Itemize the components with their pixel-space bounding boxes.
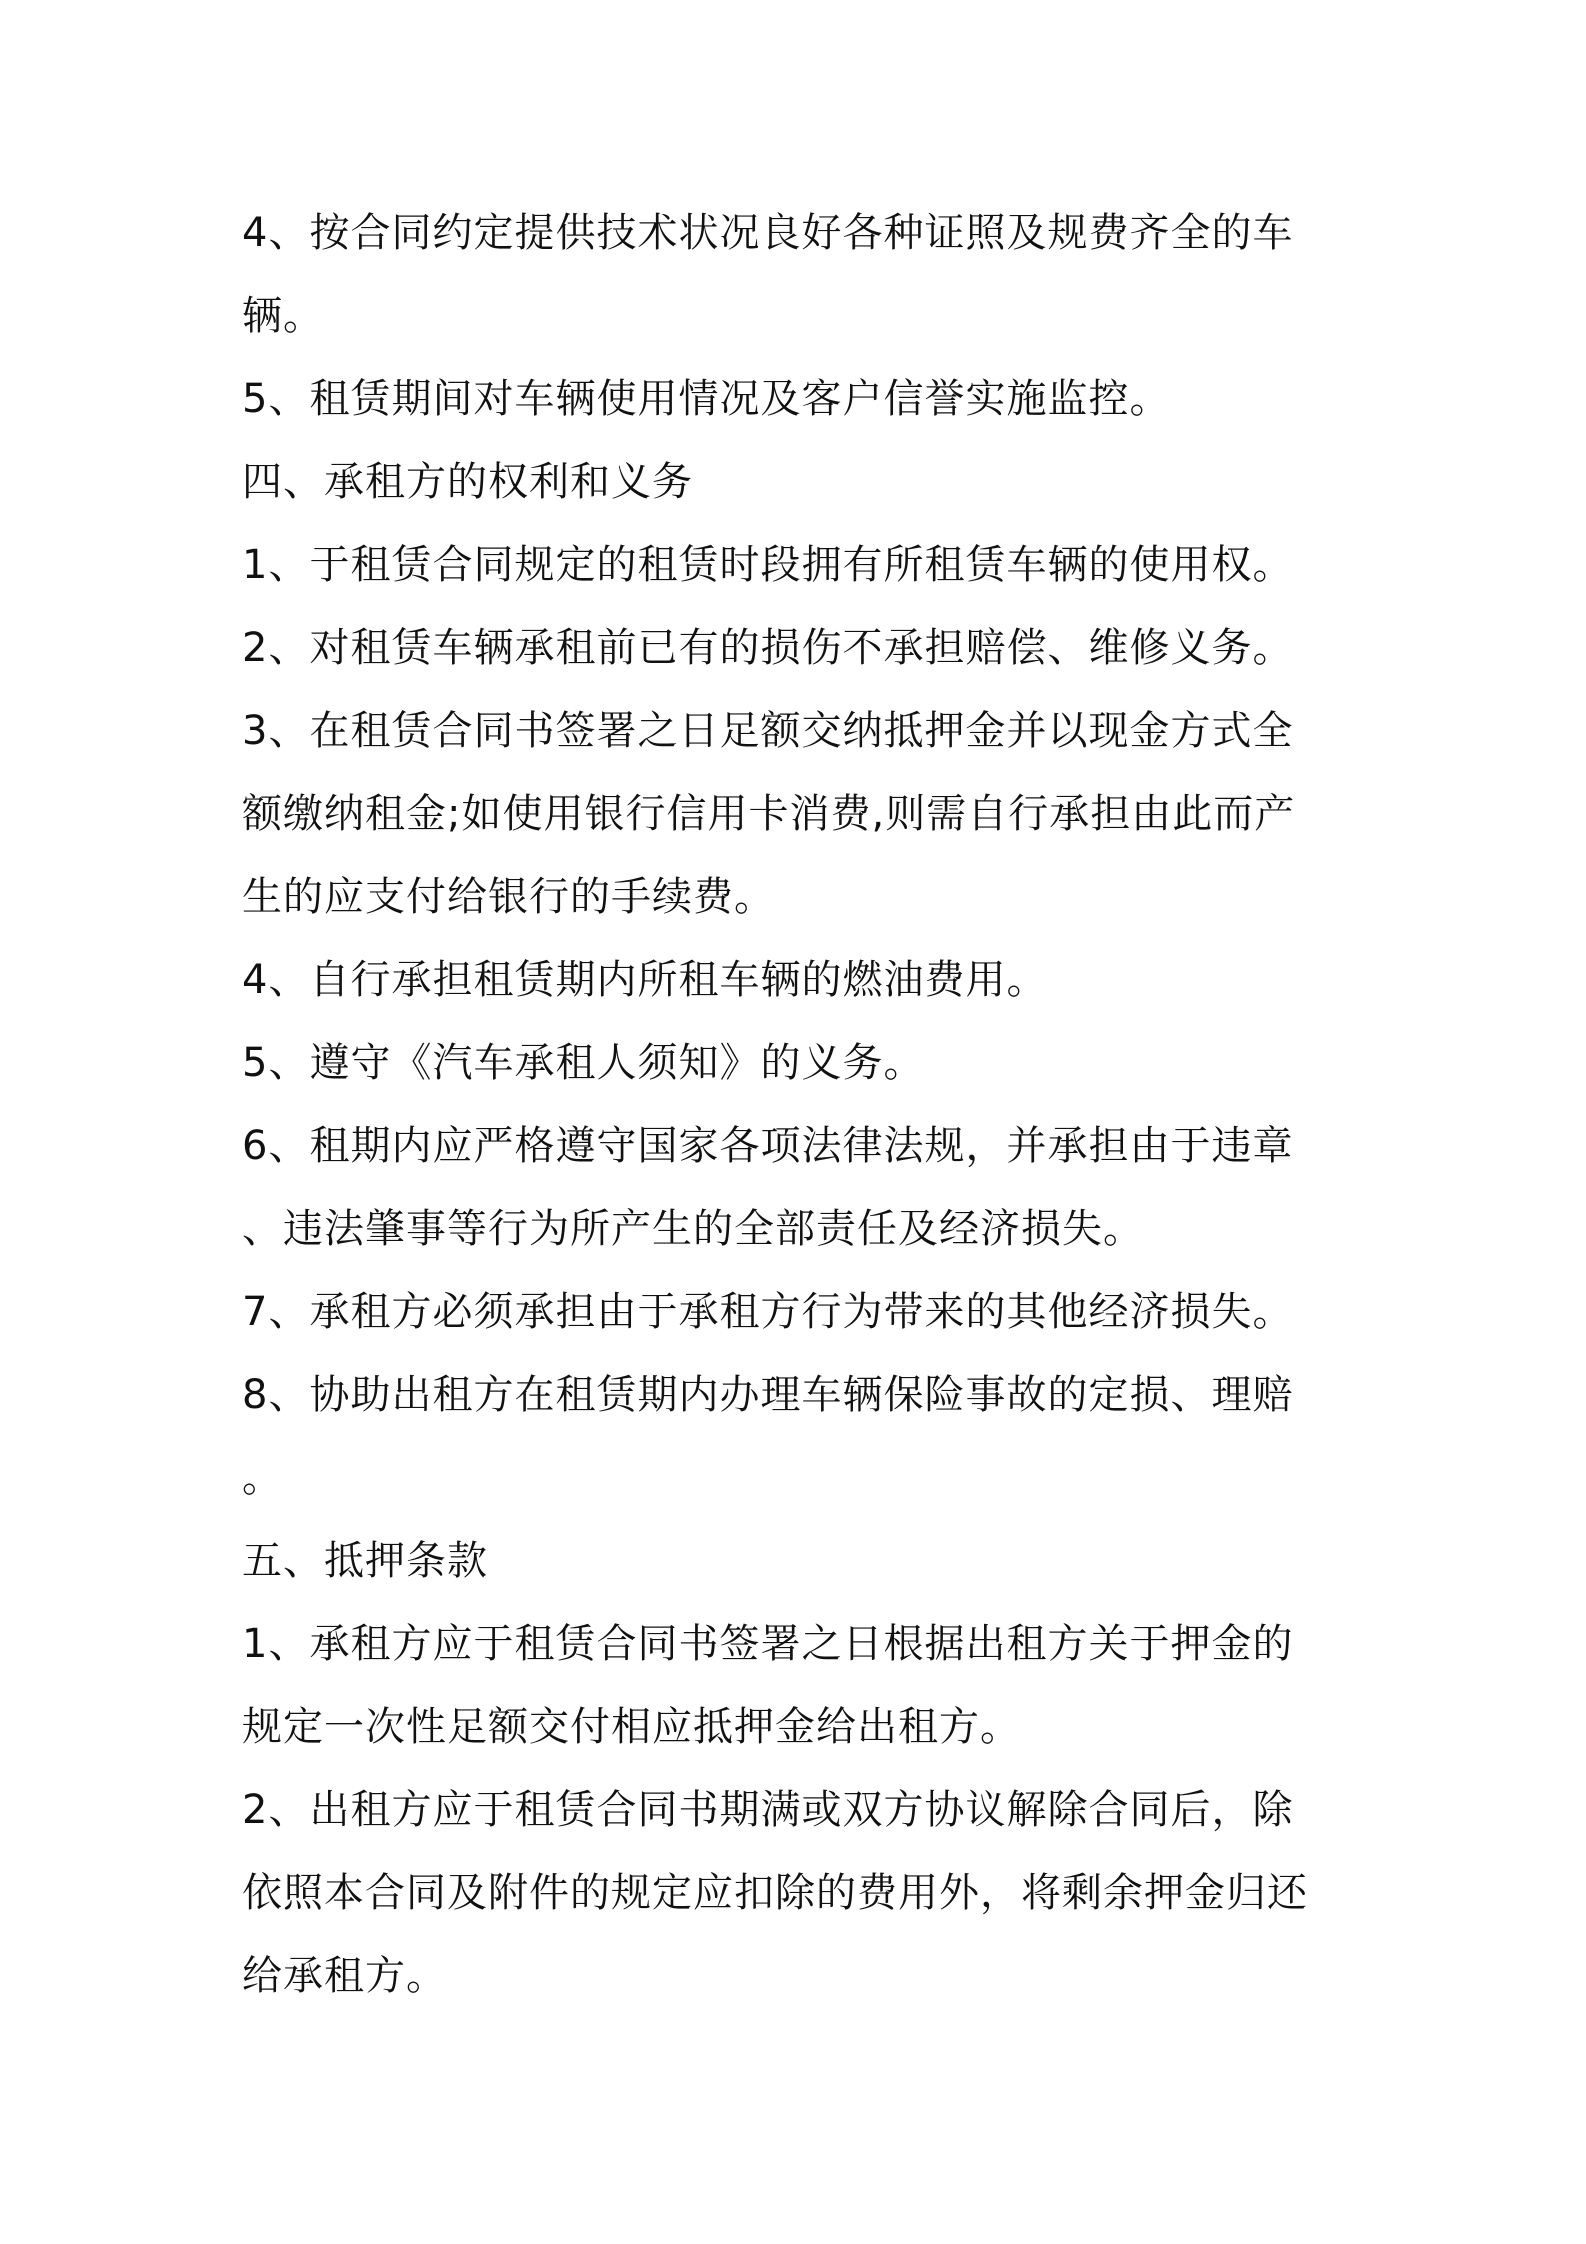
text-line: 2、对租赁车辆承租前已有的损伤不承担赔偿、维修义务。	[242, 625, 1294, 671]
text-line: 生的应支付给银行的手续费。	[242, 874, 775, 920]
text-line: 依照本合同及附件的规定应扣除的费用外，将剩余押金归还	[242, 1870, 1308, 1916]
section-heading: 四、承租方的权利和义务	[242, 459, 693, 505]
text-line: 4、自行承担租赁期内所租车辆的燃油费用。	[242, 957, 1048, 1003]
text-line: 3、在租赁合同书签署之日足额交纳抵押金并以现金方式全	[242, 708, 1294, 754]
text-line: 5、遵守《汽车承租人须知》的义务。	[242, 1040, 925, 1086]
text-line: 、违法肇事等行为所产生的全部责任及经济损失。	[242, 1206, 1144, 1252]
text-line: 辆。	[242, 293, 324, 339]
text-line: 7、承租方必须承担由于承租方行为带来的其他经济损失。	[242, 1289, 1294, 1335]
text-line: 规定一次性足额交付相应抵押金给出租方。	[242, 1704, 1021, 1750]
text-line: 5、租赁期间对车辆使用情况及客户信誉实施监控。	[242, 376, 1171, 422]
text-line: 1、于租赁合同规定的租赁时段拥有所租赁车辆的使用权。	[242, 542, 1294, 588]
document-body	[242, 192, 1357, 2018]
text-line: 给承租方。	[242, 1953, 447, 1999]
text-line: 4、按合同约定提供技术状况良好各种证照及规费齐全的车	[242, 210, 1294, 256]
text-line: 。	[242, 1455, 283, 1501]
text-line: 6、租期内应严格遵守国家各项法律法规，并承担由于违章	[242, 1123, 1294, 1169]
text-line: 8、协助出租方在租赁期内办理车辆保险事故的定损、理赔	[242, 1372, 1294, 1418]
section-heading: 五、抵押条款	[242, 1538, 488, 1584]
text-line: 额缴纳租金;如使用银行信用卡消费,则需自行承担由此而产	[242, 791, 1296, 837]
text-line: 2、出租方应于租赁合同书期满或双方协议解除合同后，除	[242, 1787, 1294, 1833]
text-line: 1、承租方应于租赁合同书签署之日根据出租方关于押金的	[242, 1621, 1294, 1667]
